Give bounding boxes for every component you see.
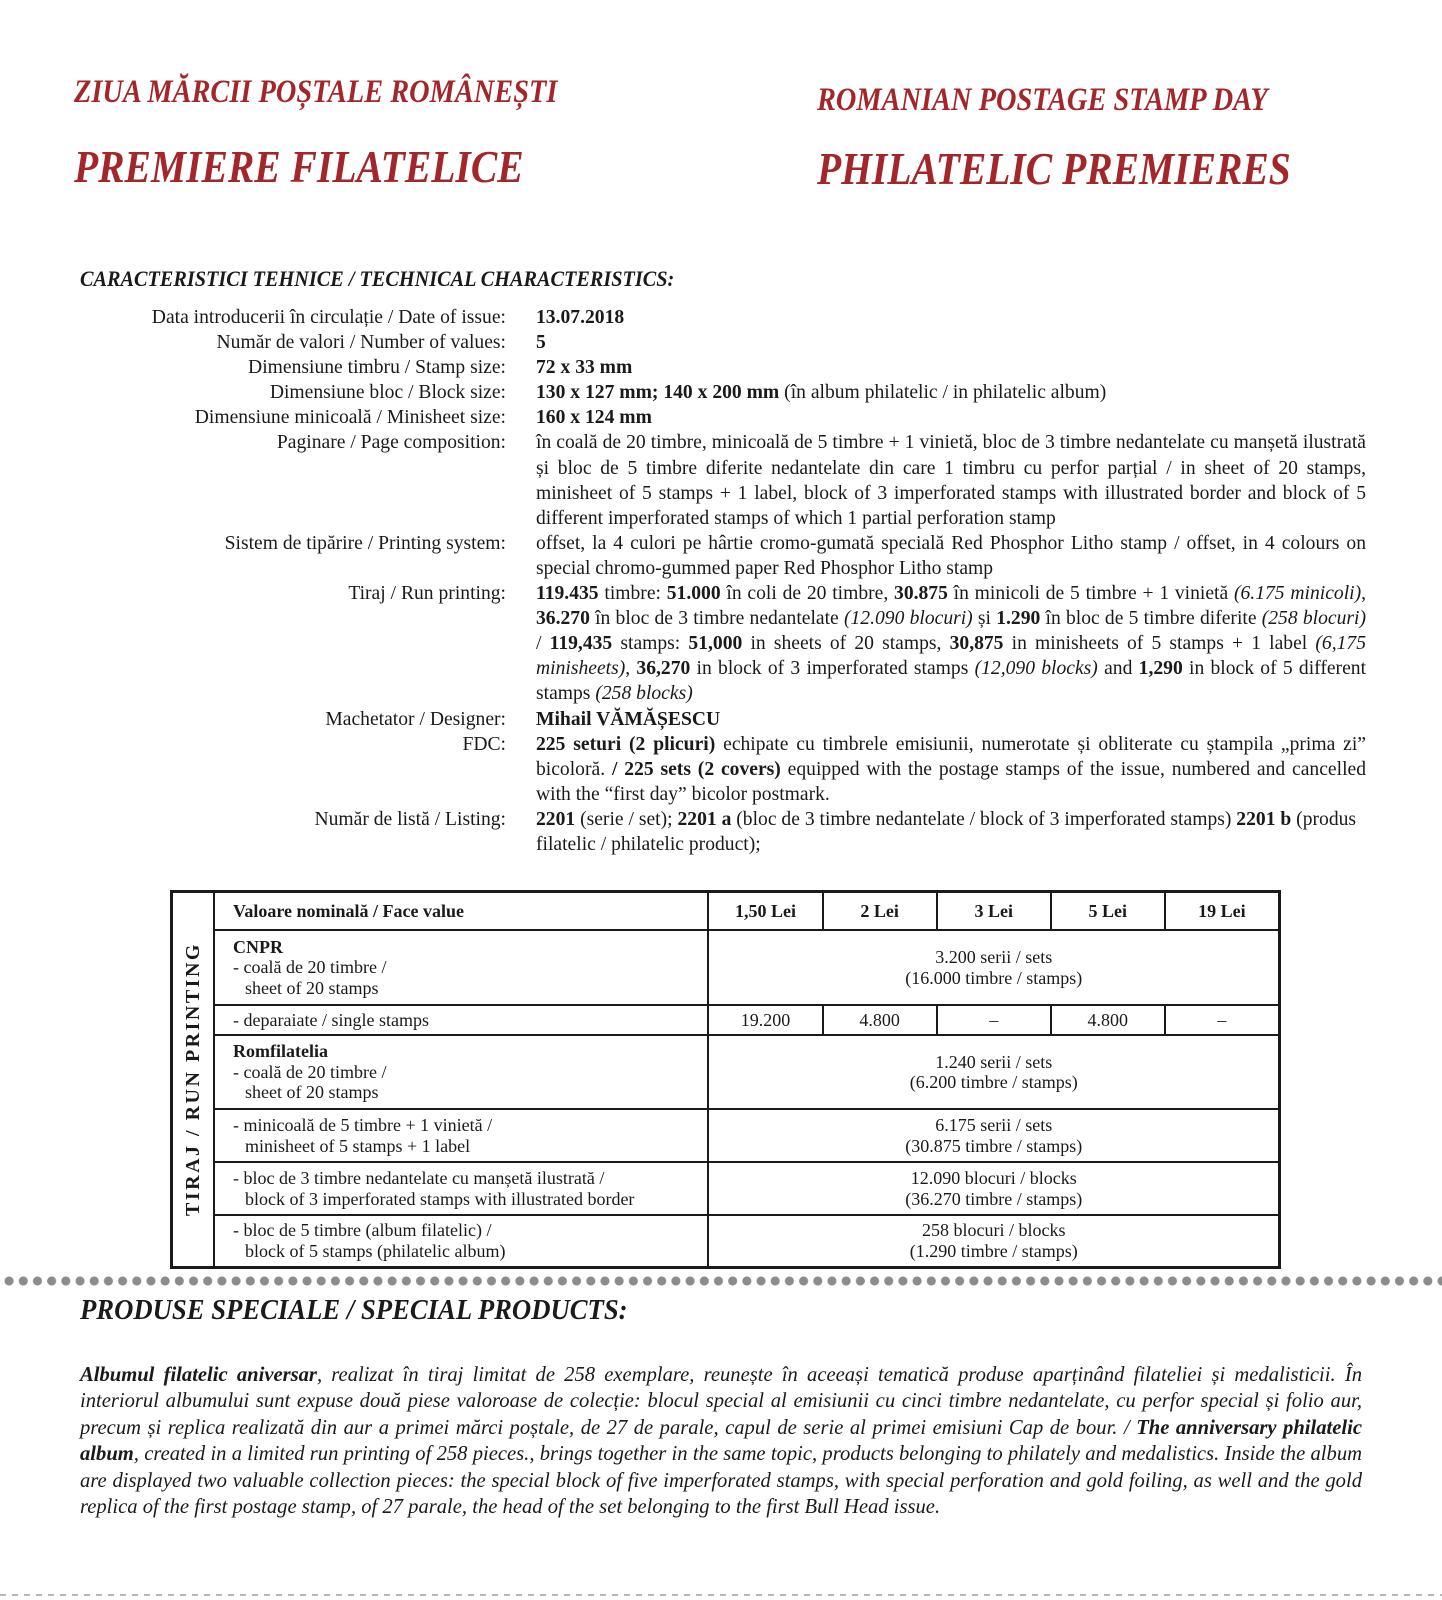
run-text: 119.435 [536,583,599,605]
single-value-2: 4.800 [823,1005,937,1035]
paragraph-text: , created in a limited run printing of 258 pieces., brings together in the same topic, products belonging to philately and medalistics. Inside the album are displayed two valuable collection pieces: the special block of five imperforated stamps, with special perforation and gold foiling, as well and the gold replica of the first postage stamp, of 27 parale, the head of the set belonging to the first Bull Head issue. [80,1443,1362,1519]
run-text: , [1361,583,1367,605]
run-text: 51.000 [666,583,721,605]
run-text: and [1097,658,1139,680]
value-line: 3.200 serii / sets [935,947,1053,967]
block-size-dims: 130 x 127 mm; 140 x 200 mm [536,382,780,404]
value-line: 6.175 serii / sets [935,1115,1053,1135]
value-line: 12.090 blocuri / blocks [910,1168,1077,1188]
value-line: (36.270 timbre / stamps) [905,1188,1083,1209]
table-row-block5 [172,1215,1280,1267]
run-text: timbre: [598,583,667,605]
run-text: 36.270 [536,608,590,630]
value-line: (30.875 timbre / stamps) [905,1135,1083,1156]
title-romanian-postage-stamp-day: ROMANIAN POSTAGE STAMP DAY [817,82,1268,118]
run-text: in minisheets of 5 stamps + 1 label [1003,633,1316,655]
run-text: / [536,633,550,655]
spec-date-of-issue [60,305,1370,330]
spec-label: Număr de listă / Listing: [314,808,506,830]
paragraph-text: , realizat în tiraj limitat de 258 exemplare, reunește în aceeași tematică produse aparținând filateliei și medalisticii. În interiorul albumului sunt expuse două piese valoroase de colecție: blocul special al emisiunii cu cinci timbre nedantelate, cu perfor special și folio aur, precum și replica realizată din aur a primei mărci poștale, de 27 de parale, capul de serie al primei emisiuni Cap de bour. / [80,1364,1362,1439]
spec-block-size [60,380,1370,405]
row-line: sheet of 20 stamps [245,977,379,998]
spec-label: FDC: [462,733,506,755]
run-text: in block of 5 different stamps [536,658,1367,705]
spec-label: Tiraj / Run printing: [348,583,506,605]
run-text: in sheets of 20 stamps, [742,633,950,655]
spec-run-printing [60,581,1370,706]
run-text: 119,435 [549,633,613,655]
spec-value [536,380,1366,405]
spec-value [536,581,1366,706]
run-text: (258 blocks) [595,683,693,705]
value-line: (6.200 timbre / stamps) [909,1072,1078,1092]
run-text: (12.090 blocuri) [843,608,973,630]
run-printing-table [170,890,1281,1269]
row-desc: - deparaiate / single stamps [214,1005,708,1035]
spec-label: Sistem de tipărire / Printing system: [224,532,506,554]
run-text: , [625,658,637,680]
fdc-text: / 225 sets (2 covers) [611,758,781,780]
listing-text: (produs filatelic / philatelic product); [536,808,1357,855]
row-desc [214,1215,708,1267]
spec-value: în coală de 20 timbre, minicoală de 5 timbre + 1 vinietă, bloc de 3 timbre nedantelate cu manșetă ilustrată și bloc de 5 timbre diferite nedantelate din care 1 timbru cu perfor parțial / in sheet of 20 stamps, minisheet of 5 stamps + 1 label, block of 3 imperforated stamps with illustrated border and block of 5 different imperforated stamps of which 1 partial perforation stamp [536,432,1366,529]
row-line: block of 3 imperforated stamps with illustrated border [245,1188,635,1209]
face-value-4: 5 Lei [1051,892,1165,931]
run-text: 30.875 [894,583,948,605]
spec-label: Data introducerii în circulație / Date of issue: [151,307,506,328]
run-text: (258 blocuri) [1261,608,1366,630]
face-value-3: 3 Lei [937,892,1051,931]
run-text: în coli de 20 timbre, [720,583,895,605]
run-text: (6,175 minisheets) [536,633,1367,680]
spec-value [536,807,1366,857]
row-line: block of 5 stamps (philatelic album) [245,1240,506,1261]
table-row-cnpr [172,930,1280,1005]
row-line: - bloc de 3 timbre nedantelate cu manșetă ilustrată / [233,1168,605,1188]
single-value-5: – [1165,1005,1280,1035]
technical-specs [60,305,1370,857]
side-label: TIRAJ / RUN PRINTING [181,942,204,1217]
run-text: în bloc de 3 timbre nedantelate [589,608,844,630]
spec-label: Paginare / Page composition: [276,432,506,454]
spec-value: Mihail VĂMĂȘESCU [536,708,721,730]
value-line: (1.290 timbre / stamps) [909,1240,1078,1261]
table-row-minisheet [172,1109,1280,1162]
row-line: - coală de 20 timbre / [233,957,387,978]
table-row-romfilatelia [172,1035,1280,1109]
face-value-header: Valoare nominală / Face value [214,892,708,931]
run-text: in block of 3 imperforated stamps [690,658,975,680]
row-value [708,1162,1279,1215]
dotted-separator [0,1276,1442,1286]
spec-value [536,732,1366,807]
face-value-5: 19 Lei [1165,892,1280,931]
row-title: CNPR [233,936,284,957]
value-line: (16.000 timbre / stamps) [905,967,1083,988]
title-premiere-filatelice: PREMIERE FILATELICE [74,141,524,192]
row-desc [214,1109,708,1162]
row-desc [214,1035,708,1109]
spec-value: 160 x 124 mm [536,407,652,429]
run-text: în bloc de 5 timbre diferite [1040,608,1262,630]
spec-minisheet-size [60,405,1370,430]
spec-value: 5 [536,332,546,354]
single-value-4: 4.800 [1051,1005,1165,1035]
listing-text: (serie / set); [575,808,678,830]
technical-heading: CARACTERISTICI TEHNICE / TECHNICAL CHARACTERISTICS: [80,266,675,291]
block-size-note: (în album philatelic / in philatelic album) [779,382,1107,404]
face-value-1: 1,50 Lei [708,892,822,931]
title-philatelic-premieres: PHILATELIC PREMIERES [817,143,1291,194]
spec-stamp-size [60,355,1370,380]
run-text: 36,270 [636,658,691,680]
row-line: sheet of 20 stamps [245,1082,379,1103]
dashed-separator [0,1594,1442,1596]
row-line: - bloc de 5 timbre (album filatelic) / [233,1220,492,1241]
row-value [708,1035,1279,1109]
spec-value: 13.07.2018 [536,307,625,328]
fdc-text: echipate cu timbrele emisiunii, numerotate și obliterate cu ștampila „prima zi” bicoloră. [536,733,1366,780]
spec-printing-system [60,531,1370,581]
listing-text: 2201 a [677,808,732,830]
spec-listing [60,807,1370,857]
spec-fdc [60,732,1370,807]
fdc-text: 225 seturi (2 plicuri) [536,733,716,755]
spec-value: offset, la 4 culori pe hârtie cromo-gumată specială Red Phosphor Litho stamp / offset, in 4 colours on special chromo-gummed paper Red Phosphor Litho stamp [536,532,1366,579]
album-name-ro: Albumul filatelic aniversar [80,1364,317,1386]
spec-page-composition [60,430,1370,530]
run-text: 1.290 [996,608,1041,630]
album-name-en: The anniversary philatelic album [80,1416,1362,1466]
run-text: (12,090 blocks) [974,658,1098,680]
title-romanian-stamp-day: ZIUA MĂRCII POȘTALE ROMÂNEȘTI [74,74,558,110]
row-value [708,1215,1279,1267]
run-text: 30,875 [949,633,1004,655]
listing-text: 2201 [536,808,576,830]
spec-label: Machetator / Designer: [325,708,506,730]
spec-label: Dimensiune timbru / Stamp size: [248,357,506,379]
spec-designer [60,707,1370,732]
row-line: - minicoală de 5 timbre + 1 vinietă / [233,1115,493,1135]
row-desc [214,930,708,1005]
special-products-heading: PRODUSE SPECIALE / SPECIAL PRODUCTS: [80,1294,628,1326]
row-value [708,1109,1279,1162]
special-products-paragraph [80,1362,1362,1520]
table-row-block3 [172,1162,1280,1215]
run-text: stamps: [612,633,689,655]
spec-number-of-values [60,330,1370,355]
row-desc [214,1162,708,1215]
row-value [708,930,1279,1005]
value-line: 258 blocuri / blocks [921,1220,1066,1241]
value-line: 1.240 serii / sets [935,1051,1053,1072]
row-line: minisheet of 5 stamps + 1 label [245,1135,471,1156]
run-text: 51,000 [688,633,743,655]
fdc-text: equipped with the postage stamps of the issue, numbered and cancelled with the “first day” bicolor postmark. [536,758,1367,805]
run-text: (6.175 minicoli) [1233,583,1362,605]
table-row-single-stamps [172,1005,1280,1035]
single-value-3: – [937,1005,1051,1035]
run-text: în minicoli de 5 timbre + 1 vinietă [947,583,1234,605]
spec-label: Dimensiune minicoală / Minisheet size: [194,407,506,429]
listing-text: (bloc de 3 timbre nedantelate / block of 3 imperforated stamps) [731,808,1237,830]
table-header-row [172,892,1280,931]
row-line: - coală de 20 timbre / [233,1061,387,1082]
single-value-1: 19.200 [708,1005,822,1035]
spec-label: Dimensiune bloc / Block size: [269,382,506,404]
spec-label: Număr de valori / Number of values: [216,332,506,354]
listing-text: 2201 b [1236,808,1292,830]
face-value-2: 2 Lei [823,892,937,931]
spec-value: 72 x 33 mm [536,357,633,379]
run-text: și [972,608,997,630]
row-title: Romfilatelia [233,1041,329,1062]
run-text: 1,290 [1138,658,1183,680]
table-side-label-cell [172,892,215,1268]
